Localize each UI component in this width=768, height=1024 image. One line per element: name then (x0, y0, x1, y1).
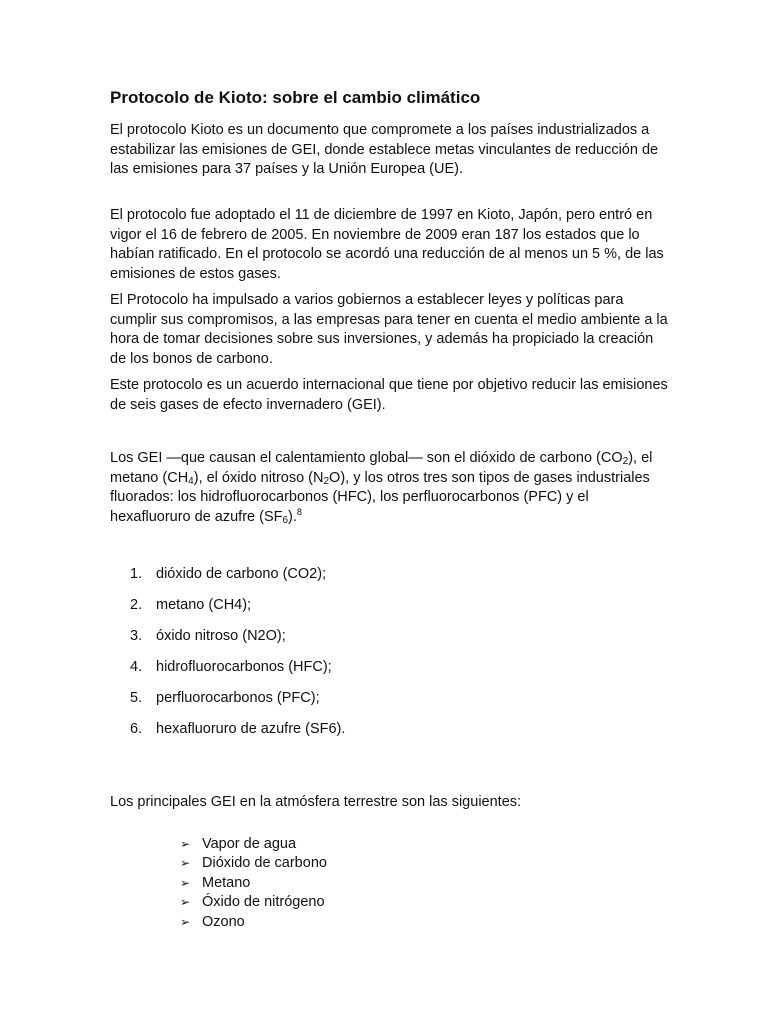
list-item: 6. hexafluoruro de azufre (SF6). (130, 721, 346, 737)
paragraph-gei-gases: Los GEI —que causan el calentamiento global— son el dióxido de carbono $(CO_2)$, el metano $(CH_4)$, el óxido nitroso $(N_2O)$, y los otros tres son tipos de gases industriales fluorados: los hidrofluorocarbonos (HFC), los perfluorocarbonos (PFC) y el hexafluoruro de azufre $(SF_6).^8$ (110, 450, 653, 526)
list-item: 3. óxido nitroso (N2O); (130, 628, 286, 644)
list-item: 1. dióxido de carbono (CO2); (130, 566, 327, 582)
paragraph-objective: Este protocolo es un acuerdo internacional que tiene por objetivo reducir las emisiones de seis gases de efecto invernadero (GEI). (110, 377, 668, 413)
list-item: 4. hidrofluorocarbonos (HFC); (130, 659, 332, 675)
footnote-ref[interactable]: 8 (296, 506, 302, 517)
paragraph-impact: El Protocolo ha impulsado a varios gobiernos a establecer leyes y políticas para cumplir sus compromisos, a las empresas para tener en cuenta el medio ambiente a la hora de tomar decisiones sobre sus inversiones, y además ha propiciado la creación de los bonos de carbono. (110, 292, 668, 367)
arrow-bullet-icon: ➢ (180, 895, 191, 910)
main-gei-intro: Los principales GEI en la atmósfera terrestre son las siguientes: (110, 794, 522, 810)
list-item: ➢ Vapor de agua (180, 835, 327, 854)
arrow-bullet-icon: ➢ (180, 856, 191, 871)
list-item: ➢ Metano (180, 874, 327, 893)
list-item: ➢ Óxido de nitrógeno (180, 893, 327, 912)
paragraph-intro: El protocolo Kioto es un documento que compromete a los países industrializados a estabilizar las emisiones de GEI, donde establece metas vinculantes de reducción de las emisiones para 37 países y la Unión Europea (UE). (110, 122, 659, 177)
arrow-bullet-icon: ➢ (180, 875, 191, 890)
list-item: ➢ Ozono (180, 913, 327, 932)
document-title: Protocolo de Kioto: sobre el cambio climático (110, 88, 481, 107)
arrow-bullet-icon: ➢ (180, 837, 191, 851)
list-item: ➢ Dióxido de carbono (180, 854, 327, 873)
numbered-gas-list (130, 565, 345, 751)
arrow-bullet-icon: ➢ (180, 914, 191, 929)
main-gei-bullet-list (180, 835, 327, 932)
paragraph-adoption: El protocolo fue adoptado el 11 de diciembre de 1997 en Kioto, Japón, pero entró en vigor el 16 de febrero de 2005. En noviembre de 2009 eran 187 los estados que lo habían ratificado. En el protocolo se acordó una reducción de al menos un 5 %, de las emisiones de estos gases. (110, 207, 664, 282)
list-item: 2. metano (CH4); (130, 597, 252, 613)
list-item: 5. perfluorocarbonos (PFC); (130, 690, 320, 706)
